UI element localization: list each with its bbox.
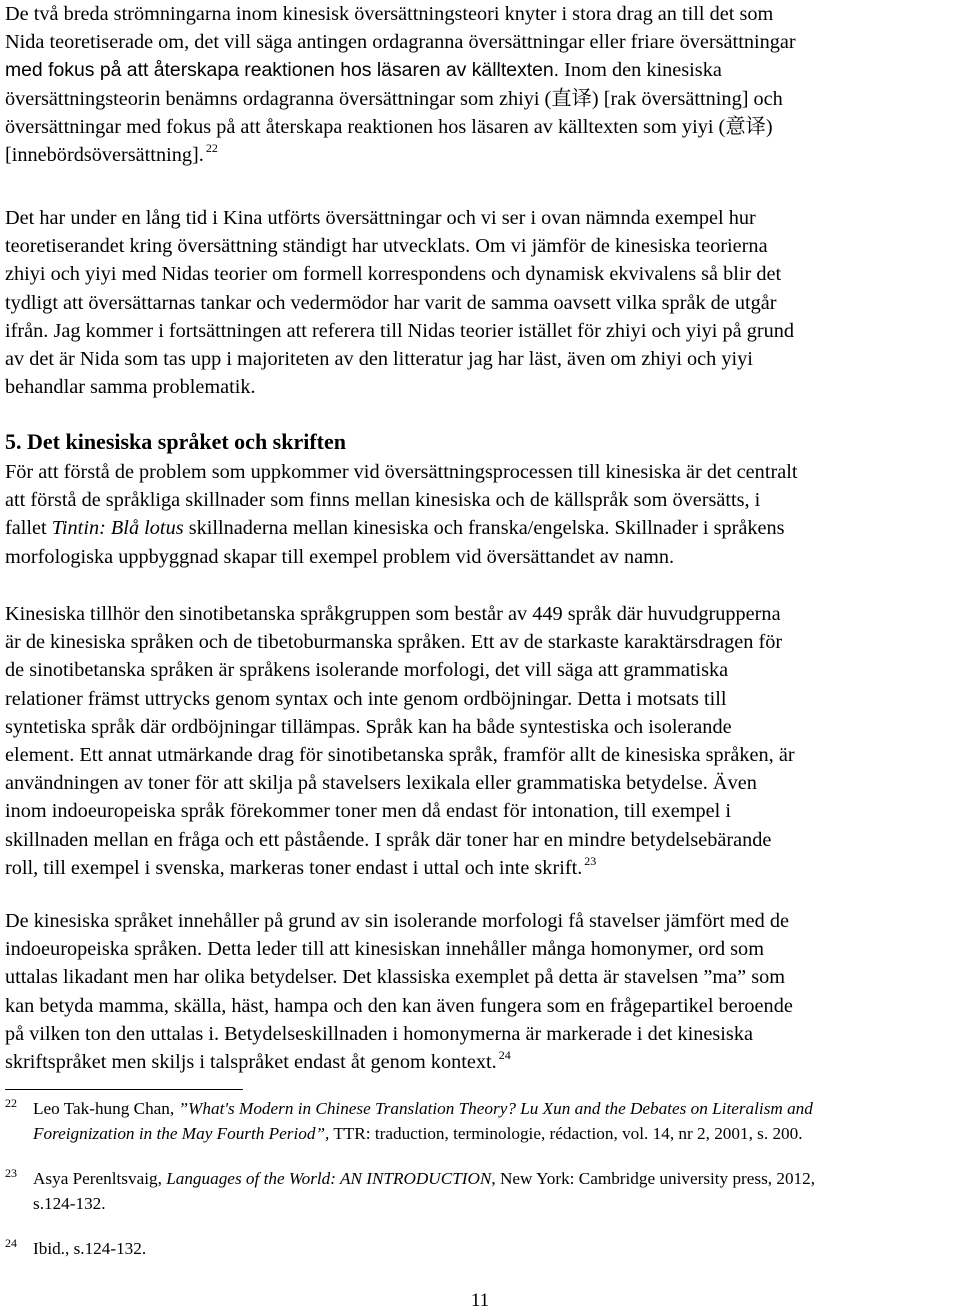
footnote-number: 24 — [5, 1236, 17, 1250]
text-span: De två breda strömningarna inom kinesisk översättningsteori knyter i stora drag an till det som — [5, 3, 774, 25]
text-line — [5, 656, 955, 684]
text-line — [5, 741, 955, 769]
text-span: Detta leder till att kinesiskan innehåller många homonymer, ord som — [207, 938, 764, 961]
text-span: teoretiserandet kring översättning ständigt har utvecklats. — [5, 235, 471, 258]
text-line — [5, 769, 955, 797]
text-line — [5, 1020, 955, 1048]
text-span: Betydelseskillnaden i homonymerna är markerade i det kinesiska — [224, 1022, 753, 1045]
text-span: morfologiska uppbyggnad skapar till exempel problem vid översättandet av namn. — [5, 545, 675, 568]
text-span: Ett av de starkaste karaktärsdragen för — [470, 631, 783, 654]
text-line — [5, 826, 955, 854]
text-line — [5, 600, 955, 628]
text-span: ) — [765, 115, 773, 138]
paragraph-5 — [5, 907, 955, 1076]
text-line — [5, 854, 955, 882]
text-span: skillnaden mellan en fråga och ett påstående. — [5, 828, 370, 851]
text-span: de sinotibetanska språken är språkens isolerande morfologi, det vill säga att grammatiska — [5, 659, 729, 682]
footnote-body — [33, 1236, 955, 1261]
footnote-number: 23 — [5, 1166, 17, 1180]
text-line — [5, 458, 955, 486]
cited-title: ”What's Modern in Chinese Translation Theory? Lu Xun and the Debates on Literalism and — [178, 1099, 813, 1118]
text-line — [5, 685, 955, 713]
text-span: För att förstå de problem som uppkommer vid översättningsprocessen till kinesiska är det centralt — [5, 461, 798, 483]
chinese-term-yiyi: 意译 — [725, 115, 766, 138]
text-span: med fokus på att återskapa reaktionen hos läsaren av källtexten. — [5, 59, 560, 82]
text-span: Leo Tak-hung Chan, — [33, 1099, 175, 1118]
text-line — [5, 204, 955, 232]
text-span: Skillnader i språkens — [614, 517, 785, 540]
text-span: av det är Nida som tas upp i majoriteten av den litteratur jag har läst, även om zhiyi och yiyi — [5, 347, 753, 370]
footnote-23 — [5, 1166, 955, 1216]
text-span: Även — [712, 772, 757, 795]
text-line — [5, 28, 955, 56]
footnote-body — [33, 1166, 955, 1216]
footnote-24 — [5, 1236, 955, 1261]
chinese-term-zhiyi: 直译 — [551, 87, 592, 110]
text-line — [5, 935, 955, 963]
text-line — [5, 1048, 955, 1076]
text-span: Det har under en lång tid i Kina utförts översättningar och vi ser i ovan nämnda exempel hur — [5, 207, 756, 229]
footnote-number: 22 — [5, 1096, 17, 1110]
text-span: Det klassiska exemplet på detta är stavelsen ”ma” som — [342, 966, 786, 989]
paragraph-1 — [5, 0, 955, 169]
text-line — [33, 1191, 955, 1216]
paragraph-2 — [5, 204, 955, 401]
text-span: ) [rak översättning] och — [591, 87, 783, 110]
book-title: Tintin: Blå lotus — [51, 517, 184, 540]
text-span: Inom den kinesiska — [564, 59, 722, 82]
text-span: Ibid., s.124-132. — [33, 1239, 147, 1258]
text-span: Asya Perenltsvaig, — [33, 1169, 162, 1188]
text-span: element. — [5, 743, 75, 766]
text-line — [5, 317, 955, 345]
text-span: Ett annat utmärkande drag för sinotibetanska språk, framför allt de kinesiska språken, är — [79, 743, 795, 766]
page-number: 11 — [470, 1290, 490, 1311]
text-span: I språk där toner har en mindre betydelsebärande — [374, 828, 772, 851]
text-span: Jag kommer i fortsättningen att referera till Nidas teorier istället för zhiyi och yiyi på grund — [53, 319, 795, 342]
text-span: De kinesiska språket innehåller på grund av sin isolerande morfologi få stavelser jämfört med de — [5, 910, 789, 932]
text-line — [5, 373, 955, 401]
text-line — [5, 797, 955, 825]
text-line — [5, 232, 955, 260]
text-span: TTR: traduction, terminologie, rédaction, vol. 14, nr 2, 2001, s. 200. — [333, 1124, 803, 1143]
text-span: ifrån. — [5, 319, 49, 342]
section-heading: 5. Det kinesiska språket och skriften — [5, 429, 347, 454]
text-span: skillnaderna mellan kinesiska och franska/engelska. — [188, 517, 610, 540]
footnote-ref-24[interactable]: 24 — [498, 1047, 511, 1062]
footnote-ref-22[interactable]: 22 — [205, 140, 218, 155]
text-line — [5, 713, 955, 741]
text-span: s.124-132. — [33, 1194, 106, 1213]
text-span: syntetiska språk där ordböjningar tillämpas. — [5, 715, 361, 738]
cited-title: Languages of the World: AN INTRODUCTION — [166, 1169, 492, 1188]
footnote-ref-23[interactable]: 23 — [584, 853, 597, 868]
text-line — [33, 1121, 955, 1146]
text-span: att förstå de språkliga skillnader som finns mellan kinesiska och de källspråk som översätts, i — [5, 489, 761, 512]
text-span: roll, till exempel i svenska, markeras toner endast i uttal och inte skrift. — [5, 856, 583, 879]
text-span: zhiyi och yiyi med Nidas teorier om formell korrespondens och dynamisk ekvivalens så blir det — [5, 263, 782, 286]
text-span: tydligt att översättarnas tankar och vedermödor har varit de samma oavsett vilka språk de utgår — [5, 291, 777, 314]
text-line — [5, 543, 955, 571]
text-span: översättningar med fokus på att återskapa reaktionen hos läsaren av källtexten som yiyi ( — [5, 115, 726, 138]
text-span: skriftspråket men skiljs i talspråket endast åt genom kontext. — [5, 1050, 497, 1073]
text-line — [5, 992, 955, 1020]
text-span: Nida teoretiserade om, det vill säga antingen ordagranna översättningar eller friare översättningar — [5, 31, 796, 54]
text-span: översättningsteorin benämns ordagranna översättningar som zhiyi ( — [5, 87, 552, 110]
text-line — [5, 0, 955, 28]
text-line — [5, 260, 955, 288]
paragraph-3 — [5, 458, 955, 571]
footnote-separator — [5, 1089, 243, 1090]
text-line — [5, 141, 955, 169]
footnote-22 — [5, 1096, 955, 1146]
text-line — [5, 56, 955, 84]
text-span: Om vi jämför de kinesiska teorierna — [475, 235, 768, 258]
text-span: indoeuropeiska språken. — [5, 938, 203, 961]
text-line — [33, 1236, 955, 1261]
text-line — [5, 113, 955, 141]
text-line — [33, 1166, 955, 1191]
footnote-body — [33, 1096, 955, 1146]
text-span: Detta i motsats till — [577, 687, 727, 710]
cited-title: Foreignization in the May Fourth Period”, — [33, 1124, 330, 1143]
text-span: kan betyda mamma, skälla, häst, hampa och den kan även fungera som en frågepartikel beroende — [5, 994, 793, 1017]
text-span: Språk kan ha både syntestiska och isolerande — [365, 715, 732, 738]
text-line — [5, 289, 955, 317]
text-line — [5, 345, 955, 373]
text-span: användningen av toner för att skilja på stavelsers lexikala eller grammatiska betydelse. — [5, 772, 708, 795]
text-span: på vilken ton den uttalas i. — [5, 1022, 220, 1045]
text-span: behandlar samma problematik. — [5, 376, 256, 399]
text-span: relationer främst uttrycks genom syntax och inte genom ordböjningar. — [5, 687, 573, 710]
text-line — [5, 486, 955, 514]
text-span: uttalas likadant men har olika betydelser. — [5, 966, 338, 989]
paragraph-4 — [5, 600, 955, 882]
text-span: fallet — [5, 517, 47, 540]
text-span: [innebördsöversättning]. — [5, 143, 204, 166]
text-line — [5, 514, 955, 542]
text-line — [5, 963, 955, 991]
text-span: inom indoeuropeiska språk förekommer toner men då endast för intonation, till exempel i — [5, 800, 731, 823]
text-span: Kinesiska tillhör den sinotibetanska språkgruppen som består av 449 språk där huvudgrupperna — [5, 603, 781, 625]
text-line — [33, 1096, 955, 1121]
text-line — [5, 85, 955, 113]
text-line — [5, 628, 955, 656]
text-span: är de kinesiska språken och de tibetoburmanska språken. — [5, 631, 466, 654]
text-span: , New York: Cambridge university press, 2012, — [491, 1169, 816, 1188]
text-line — [5, 907, 955, 935]
